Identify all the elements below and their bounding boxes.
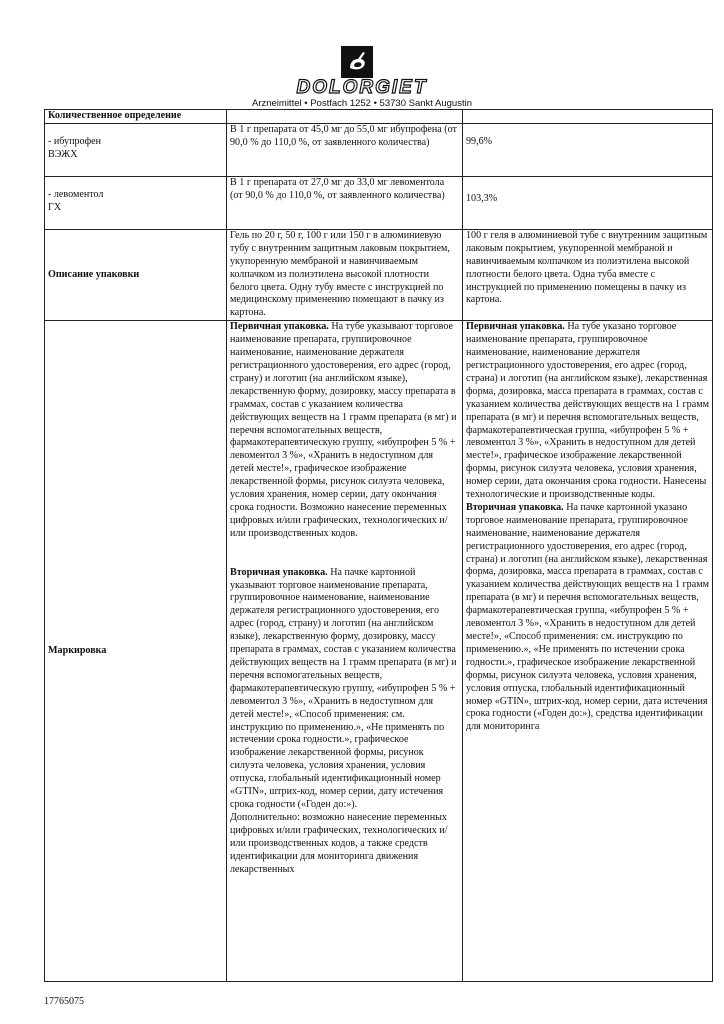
assay-label: Количественное определение [48,110,182,121]
secondary-packaging-result [466,502,709,734]
secondary-packaging-spec-text: На пачке картонной указывают торговое наименование препарата, группировочное наименование, наименование держателя регистрационного удостоверения, его адрес (город, страну) и логотип (на английском языке), лекарственную форму, дозировку, массу препарата в граммах, состав с указанием количества действующих веществ на 1 грамм препарата (в мг) и перечня вспомогательных веществ, фармакотерапевтическую группу, «ибупрофен 5 % + левоментол 3 %», «Хранить в недоступном для детей месте!», «Способ применения: см. инструкцию по применению.», «Не применять по истечении срока годности.», графическое изображение лекарственной формы, рисунок силуэта человека, условия хранения, условия отпуска, глобальный идентификационный номер «GTIN», штрих-код, номер серии, дату истечения срока годности («Годен до:»). [230,566,457,810]
marking-label-cell [45,321,227,982]
ibuprofen-result-cell [463,123,713,176]
packaging-label: Описание упаковки [48,268,140,280]
levomenthol-result-cell [463,176,713,229]
ibuprofen-method: ВЭЖХ [48,148,78,160]
assay-result-header-cell [463,110,713,124]
letterhead [0,0,724,110]
primary-packaging-result-title: Первичная упаковка. [466,321,565,333]
document-number: 17765075 [44,996,84,1007]
specification-table [44,109,713,982]
primary-packaging-spec [230,321,459,540]
secondary-packaging-spec [230,567,459,812]
marking-label: Маркировка [48,644,107,656]
ibuprofen-result: 99,6% [466,135,493,147]
dolorgiet-logo-icon [341,46,373,78]
primary-packaging-result [466,321,709,502]
secondary-packaging-extra: Дополнительно: возможно нанесение переменных цифровых и/или графических, технологических и/или производственных кодов, а также средств идентификации для мониторинга движения лекарственных [230,811,448,875]
marking-result-cell [463,321,713,982]
packaging-spec: Гель по 20 г, 50 г, 100 г или 150 г в алюминиевую тубу с внутренним защитным лаковым покрытием, укупоренную мембраной и навинчиваемым колпачком из полиэтилена высокой плотности белого цвета. Одну тубу вместе с инструкцией по медицинскому применению помещают в пачку из картона. [230,229,450,319]
marking-spec-cell [227,321,463,982]
primary-packaging-spec-text: На тубе указывают торговое наименование препарата, группировочное наименование, наименование держателя регистрационного удостоверения, его адрес (город, страну) и логотип (на английском языке), лекарственную форму, дозировку, массу препарата в граммах, состав с указанием количества действующих веществ на 1 грамм препарата (в мг) и перечня вспомогательных веществ, фармакотерапевтическую группу, «ибупрофен 5 % + левоментол 3 %», «Хранить в недоступном для детей месте!», графическое изображение лекарственной формы, рисунок силуэта человека, условия хранения, номер серии, дату окончания срока годности. Возможно нанесение переменных цифровых и/или графических, технологических и/или производственных кодов. [230,321,457,539]
company-address: Arzneimittel • Postfach 1252 • 53730 Sankt Augustin [251,98,472,109]
levomenthol-spec-cell [227,176,463,229]
ibuprofen-name-cell [45,123,227,176]
levomenthol-name-cell [45,176,227,229]
levomenthol-result: 103,3% [466,192,498,204]
packaging-result-cell [463,229,713,320]
secondary-packaging-result-text: На пачке картонной указано торговое наименование препарата, группировочное наименование, наименование держателя регистрационного удостоверения, его адрес (город, страна) и логотип (на английском языке), лекарственная форма, дозировка, масса препарата в граммах, состав с указанием количества действующих веществ на 1 грамм препарата (в мг) и перечня вспомогательных веществ, фармакотерапевтическая группа, «ибупрофен 5 % + левоментол 3 %», «Хранить в недоступном для детей месте!», «Способ применения: см. инструкцию по применению.», «Не применять по истечении срока годности.», графическое изображение лекарственной формы, рисунок силуэта человека, условия хранения, условия отпуска, глобальный идентификационный номер «GTIN», штрих-код, номер серии, дата истечения срока годности («Годен до:»), средства идентификации для мониторинга [466,501,709,733]
table-row-marking [45,321,713,982]
ibuprofen-spec: В 1 г препарата от 45,0 мг до 55,0 мг ибупрофена (от 90,0 % до 110,0 %, от заявленного количества) [230,123,457,148]
levomenthol-spec: В 1 г препарата от 27,0 мг до 33,0 мг левоментола (от 90,0 % до 110,0 %, от заявленного количества) [230,176,445,201]
table-row-assay [45,110,713,124]
levomenthol-method: ГХ [48,201,62,213]
packaging-label-cell [45,229,227,320]
brand-name: DOLORGIET [296,77,428,98]
primary-packaging-result-text: На тубе указано торговое наименование препарата, группировочное наименование, наименование держателя регистрационного удостоверения, его адрес (город, страна) и логотип (на английском языке), лекарственная форма, дозировка, масса препарата в граммах, состав с указанием количества действующих веществ на 1 грамм препарата (в мг) и перечня вспомогательных веществ, фармакотерапевтическая группа, «ибупрофен 5 % + левоментол 3 %», «Хранить в недоступном для детей месте!», графическое изображение лекарственной формы, рисунок силуэта человека, условия хранения, номер серии, дата окончания срока годности. Нанесены технологические и производственные коды. [466,321,709,501]
primary-packaging-title: Первичная упаковка. [230,321,329,333]
table-row-assay-ibuprofen [45,123,713,176]
ibuprofen-spec-cell [227,123,463,176]
packaging-result: 100 г геля в алюминиевой тубе с внутренним защитным лаковым покрытием, укупоренной мембраной и навинчиваемым колпачком из полиэтилена высокой плотности белого цвета. Одна туба вместе с инструкцией по применению помещены в пачку из картона. [466,229,708,306]
ibuprofen-name: - ибупрофен [48,135,102,147]
secondary-packaging-result-title: Вторичная упаковка. [466,501,564,513]
table-row-packaging [45,229,713,320]
levomenthol-name: - левоментол [48,188,104,200]
assay-spec-header-cell [227,110,463,124]
packaging-spec-cell [227,229,463,320]
secondary-packaging-title: Вторичная упаковка. [230,566,328,578]
assay-label-cell [45,110,227,124]
table-row-assay-levomenthol [45,176,713,229]
